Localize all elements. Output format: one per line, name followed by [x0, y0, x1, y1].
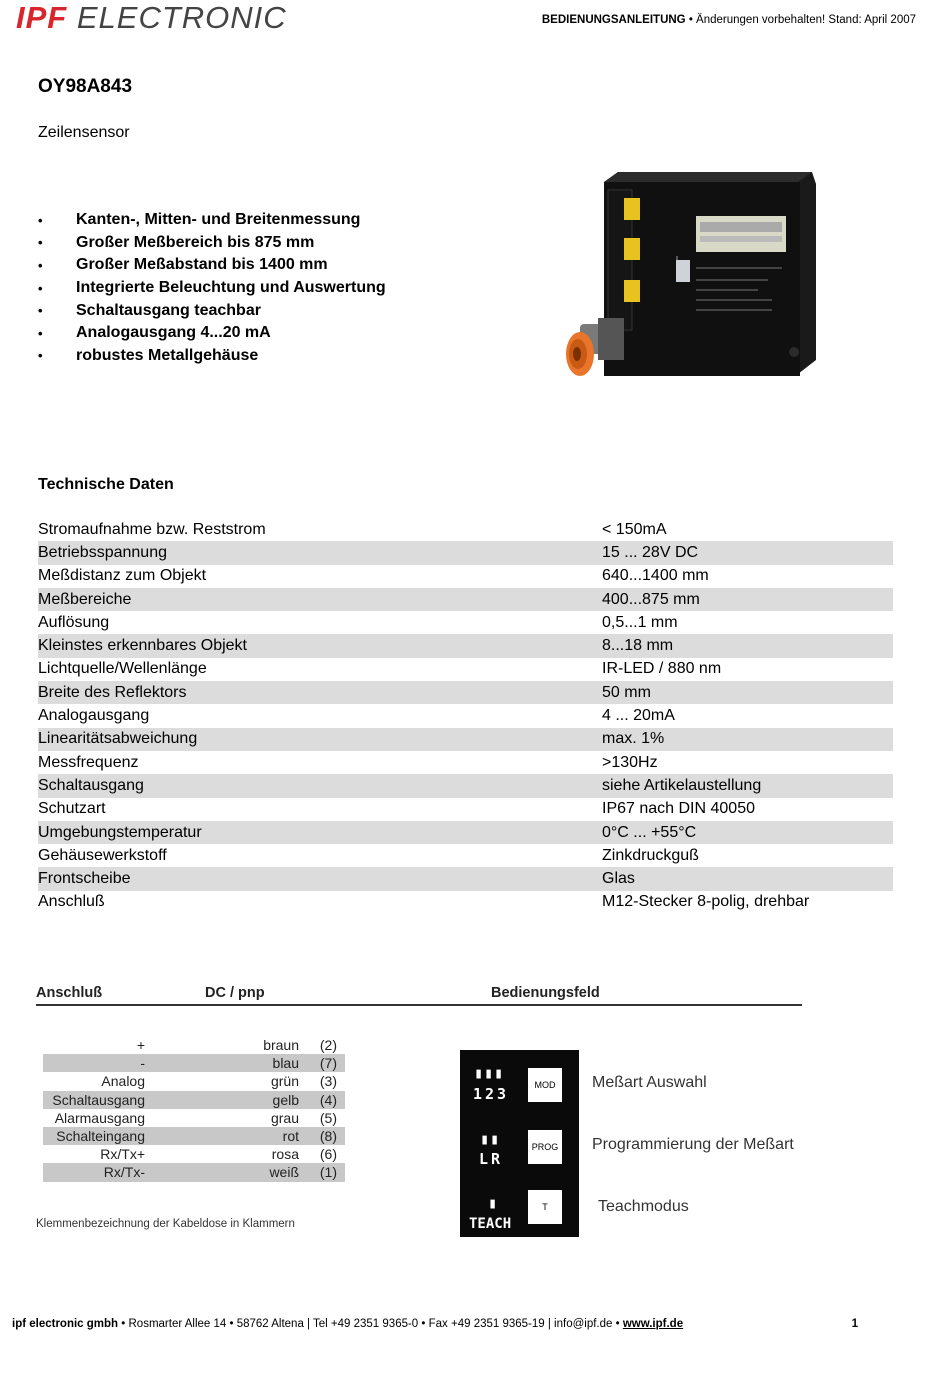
bullet: •: [38, 348, 43, 364]
table-row: Schalteingang rot (8): [43, 1127, 345, 1145]
table-row: Meßbereiche 400...875 mm: [38, 588, 893, 611]
table-row: + braun (2): [136, 1037, 337, 1053]
table-row: Anschluß M12-Stecker 8-polig, drehbar: [38, 893, 810, 911]
connection-heading: Anschluß: [36, 985, 103, 1001]
footer-url-link[interactable]: www.ipf.de: [622, 1318, 684, 1330]
bullet: •: [38, 212, 43, 228]
section-divider: [36, 1004, 802, 1006]
feature-item: • Großer Meßabstand bis 1400 mm: [38, 256, 328, 274]
feature-item: • Kanten-, Mitten- und Breitenmessung: [38, 211, 361, 229]
bullet: •: [38, 280, 43, 296]
teach-label: TEACH: [469, 1216, 512, 1232]
footer-company: ipf electronic gmbh: [12, 1318, 119, 1330]
logo-ipf: IPF: [16, 0, 68, 35]
table-row: Gehäusewerkstoff Zinkdruckguß: [38, 846, 699, 864]
doc-note: • Änderungen vorbehalten! Stand: April 2007: [685, 14, 916, 26]
mode-select-text: Meßart Auswahl: [592, 1074, 707, 1091]
table-row: Auflösung 0,5...1 mm: [38, 613, 678, 631]
teach-led: ▮: [488, 1194, 498, 1212]
document-header: [542, 14, 916, 26]
table-row: Stromaufnahme bzw. Reststrom < 150mA: [38, 520, 667, 538]
table-row: Alarmausgang grau (5): [54, 1109, 337, 1126]
feature-item: • Schaltausgang teachbar: [38, 301, 261, 319]
feature-item: • Analogausgang 4...20 mA: [38, 324, 271, 342]
table-row: Meßdistanz zum Objekt 640...1400 mm: [38, 567, 709, 585]
prog-button[interactable]: PROG: [528, 1130, 562, 1164]
teach-button[interactable]: T: [528, 1190, 562, 1224]
table-row: Messfrequenz >130Hz: [38, 753, 658, 771]
table-row: Kleinstes erkennbares Objekt 8...18 mm: [38, 634, 893, 657]
spec-table: [38, 518, 893, 914]
doc-type: BEDIENUNGSANLEITUNG: [541, 14, 686, 26]
table-row: Schaltausgang gelb (4): [43, 1091, 345, 1109]
bullet: •: [38, 303, 43, 319]
footer-address: • Rosmarter Allee 14 • 58762 Altena | Tel +49 2351 9365-0 • Fax +49 2351 9365-19 | info@ipf.de •: [118, 1318, 623, 1330]
tech-data-heading: Technische Daten: [38, 476, 174, 493]
feature-item: • Integrierte Beleuchtung und Auswertung: [38, 279, 386, 297]
feature-item: • robustes Metallgehäuse: [38, 346, 259, 364]
feature-list: [38, 209, 386, 367]
table-row: Breite des Reflektors 50 mm: [38, 681, 893, 704]
operating-panel: [460, 1050, 579, 1237]
table-row: Frontscheibe Glas: [38, 867, 893, 890]
pin-table: [43, 1036, 345, 1182]
table-row: Rx/Tx- weiß (1): [43, 1163, 345, 1181]
lr-leds: ▮▮: [480, 1130, 501, 1148]
feature-item: • Großer Meßbereich bis 875 mm: [38, 233, 315, 251]
mode-leds: ▮▮▮: [474, 1064, 505, 1082]
bullet: •: [38, 257, 43, 273]
bullet: •: [38, 235, 43, 251]
panel-heading: Bedienungsfeld: [491, 985, 600, 1001]
footer: [12, 1318, 683, 1330]
product-photo: [558, 168, 820, 386]
table-row: - blau (7): [43, 1054, 345, 1072]
table-row: Analog grün (3): [101, 1073, 337, 1090]
table-row: Schutzart IP67 nach DIN 40050: [38, 800, 755, 818]
table-row: Linearitätsabweichung max. 1%: [38, 728, 893, 751]
product-subtitle: Zeilensensor: [38, 124, 130, 141]
lr-led-label: LR: [479, 1150, 504, 1168]
table-row: Betriebsspannung 15 ... 28V DC: [38, 541, 893, 564]
bullet: •: [38, 325, 43, 341]
table-row: Umgebungstemperatur 0°C ... +55°C: [38, 821, 893, 844]
table-row: Lichtquelle/Wellenlänge IR-LED / 880 nm: [38, 660, 722, 678]
mod-button[interactable]: MOD: [528, 1068, 562, 1102]
teach-mode-text: Teachmodus: [598, 1198, 689, 1215]
programming-text: Programmierung der Meßart: [592, 1136, 794, 1153]
dc-pnp-heading: DC / pnp: [205, 985, 265, 1001]
company-logo: [16, 0, 287, 36]
product-title: OY98A843: [38, 76, 133, 97]
logo-electronic: ELECTRONIC: [76, 0, 287, 35]
pin-note: Klemmenbezeichnung der Kabeldose in Klammern: [36, 1218, 295, 1230]
table-row: Schaltausgang siehe Artikelaustellung: [38, 774, 893, 797]
page-number: 1: [851, 1318, 858, 1330]
table-row: Rx/Tx+ rosa (6): [100, 1146, 337, 1163]
mode-led-label: 123: [473, 1085, 510, 1103]
table-row: Analogausgang 4 ... 20mA: [38, 707, 675, 725]
